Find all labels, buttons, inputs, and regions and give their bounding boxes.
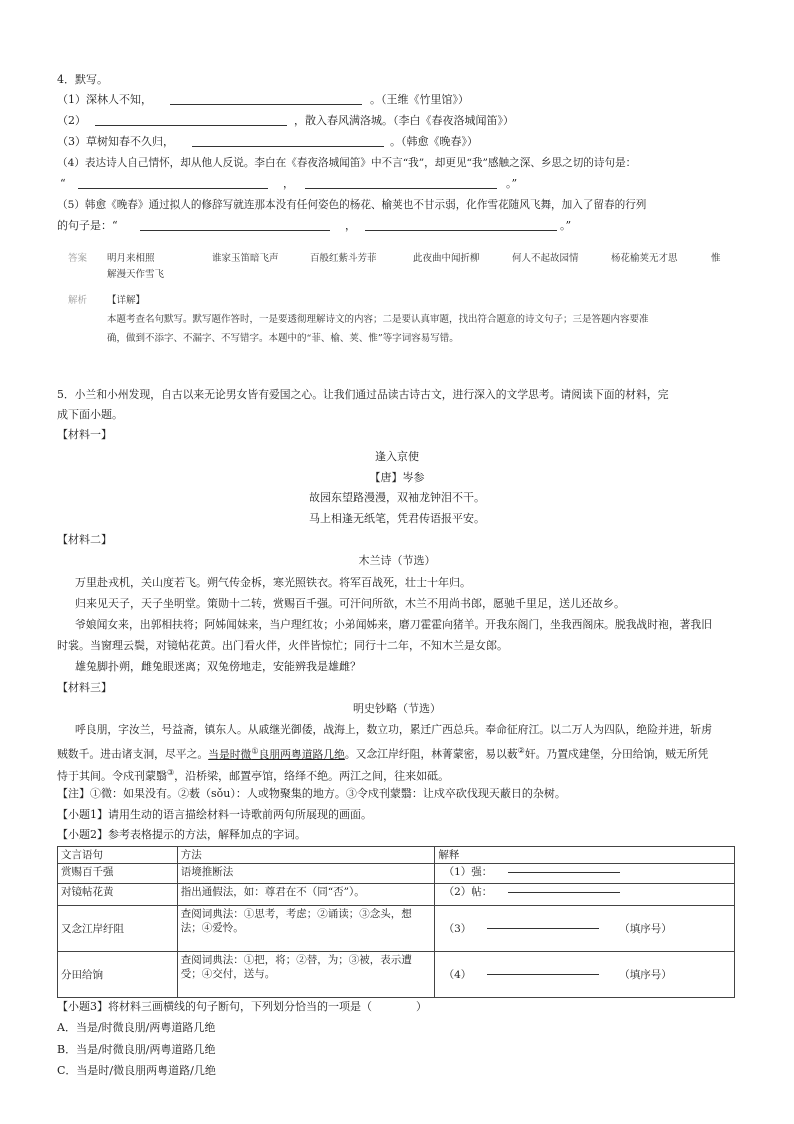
q4-item4-text: （4）表达诗人自己情怀，却从他人反说。李白在《春夜洛城闻笛》中不言“我”，却更见“我”感触之深、乡思之切的诗句是： <box>57 157 637 169</box>
analysis-line1: 本题考查名句默写。默写题作答时，一是要透彻理解诗文的内容；二是要认真审题，找出符合题意的诗文句子；三是答题内容要准 <box>107 314 649 325</box>
q4-item1-blank[interactable] <box>170 104 362 105</box>
q4-item4-blank1[interactable] <box>78 188 268 189</box>
q4-item5-prefix: 的句子是：“ <box>57 219 118 232</box>
table-header-row <box>58 847 735 864</box>
q4-item5-close: 。” <box>560 219 572 232</box>
q5-intro-line1: 5．小兰和小州发现，自古以来无论男女皆有爱国之心。让我们通过品读古诗古文，进行深入的文学思考。请阅读下面的材料，完 <box>57 388 669 401</box>
material1-title: 逢入京使 <box>375 450 419 463</box>
material1-label: 【材料一】 <box>57 428 112 441</box>
material2-p3a: 爷娘闻女来，出郭相扶将；阿姊闻妹来，当户理红妆；小弟闻姊来，磨刀霍霍向猪羊。开我东阁门，坐我西阁床。脱我战时袍，著我旧 <box>75 618 713 631</box>
q4-item3-prefix: （3）草树知春不久归， <box>57 135 174 148</box>
table-header: 方法 <box>177 847 435 864</box>
material3-label: 【材料三】 <box>57 681 112 694</box>
material2-label: 【材料二】 <box>57 533 112 546</box>
table-method: 查阅词典法：①思考，考虑；②诵读；③念头，想法；④爱怜。 <box>177 906 435 952</box>
q4-item3-blank[interactable] <box>192 146 384 147</box>
table-method: 语境推断法 <box>177 864 435 884</box>
q4-item1-suffix: 。（王维《竹里馆》） <box>370 93 469 106</box>
option-c[interactable]: C．当是时/微良朋两粤道路/几绝 <box>57 1064 216 1077</box>
q4-item5-comma: ， <box>345 219 356 232</box>
material1-author: 【唐】岑参 <box>369 471 425 484</box>
material2-p1: 万里赴戎机，关山度若飞。朔气传金柝，寒光照铁衣。将军百战死，壮士十年归。 <box>75 576 471 589</box>
q4-item2-prefix: （2） <box>57 114 86 127</box>
analysis-line2: 确，做到不添字、不漏字、不写错字。本题中的“菲、榆、荚、惟”等字词容易写错。 <box>107 333 459 344</box>
material1-line2: 马上相逢无纸笔，凭君传语报平安。 <box>309 512 485 525</box>
table-explain: （2）帖： <box>435 884 735 906</box>
underlined-sentence: 当是时微①良朋两粤道路几绝 <box>208 746 345 761</box>
option-b[interactable]: B．当是/时微良朋/两粤道路几绝 <box>57 1043 216 1056</box>
answer-blank[interactable] <box>487 974 599 975</box>
material2-title: 木兰诗（节选） <box>358 554 436 567</box>
table-phrase: 赏赐百千强 <box>58 864 178 884</box>
q4-item4-open-quote: “ <box>60 177 66 190</box>
vocab-table <box>57 846 735 998</box>
table-phrase: 对镜帖花黄 <box>58 884 178 906</box>
subquestion-2: 【小题2】参考表格提示的方法，解释加点的字词。 <box>57 828 306 841</box>
answer-1: 明月来相照 <box>107 253 155 264</box>
table-method: 查阅词典法：①把，将；②替，为；③被，表示遭受；④交付，送与。 <box>177 952 435 998</box>
material3-title: 明史钞略（节选） <box>353 702 441 715</box>
material3-p1: 呼良朋，字汝兰，号益斋，镇东人。从戚继光御倭，战海上，数立功，累迁广西总兵。奉命征府江。以二万人为四队，绝险并进，斩虏 <box>75 723 713 736</box>
answer-blank[interactable] <box>508 892 620 893</box>
table-explain: （4） （填序号） <box>435 952 735 998</box>
answer-3: 百般红紫斗芳菲 <box>310 253 377 264</box>
option-a[interactable]: A．当是/时微良朋/两粤道路几绝 <box>57 1021 216 1034</box>
material3-p3: 恃于其间。令戍刊蒙翳③，沿桥梁，邮置亭馆，络绎不绝。两江之间，往来如砥。 <box>57 768 450 783</box>
answer-line2: 解漫天作雪飞 <box>107 269 165 280</box>
table-row <box>58 884 735 906</box>
table-phrase: 又念江岸纡阻 <box>58 906 178 952</box>
subquestion-1: 【小题1】请用生动的语言描绘材料一诗歌前两句所展现的画面。 <box>57 808 372 821</box>
q4-item1-prefix: （1）深林人不知， <box>57 93 152 106</box>
answer-7: 惟 <box>711 253 721 264</box>
table-row <box>58 864 735 884</box>
material2-p3b: 时裳。当窗理云鬓，对镜帖花黄。出门看火伴，火伴皆惊忙；同行十二年，不知木兰是女郎。 <box>57 639 508 652</box>
q4-item4-close: 。” <box>506 177 518 190</box>
answer-6: 杨花榆荚无才思 <box>611 253 678 264</box>
subquestion-3: 【小题3】将材料三画横线的句子断句，下列划分恰当的一项是（ ） <box>57 1000 427 1013</box>
q5-intro-line2: 成下面小题。 <box>57 408 123 421</box>
answer-blank[interactable] <box>487 928 599 929</box>
table-method: 指出通假法，如：尊君在不（同“否”）。 <box>177 884 435 906</box>
analysis-detail: 【详解】 <box>107 295 146 306</box>
q4-item3-suffix: 。（韩愈《晚春》） <box>390 135 478 148</box>
answer-4: 此夜曲中闻折柳 <box>413 253 480 264</box>
q4-item4-comma: ， <box>283 177 294 190</box>
table-row <box>58 952 735 998</box>
answer-blank[interactable] <box>508 872 620 873</box>
material1-line1: 故园东望路漫漫，双袖龙钟泪不干。 <box>309 491 485 504</box>
material3-note: 【注】①微：如果没有。②薮（sǒu）：人或物聚集的地方。③令戍刊蒙翳：让戍卒砍伐现天蔽日的杂树。 <box>57 787 566 800</box>
q4-item5-blank2[interactable] <box>365 230 557 231</box>
material3-p2: 贼数千。进击诸支洞，尽平之。当是时微①良朋两粤道路几绝。又念江岸纡阻，林菁蒙密，易以薮②奸。乃置戍建堡，分田给饷，贼无所凭 <box>57 746 709 761</box>
answer-5: 何人不起故园情 <box>512 253 579 264</box>
analysis-label: 解析 <box>68 295 88 306</box>
q4-item4-blank2[interactable] <box>305 188 497 189</box>
q4-item2-blank[interactable] <box>95 125 287 126</box>
table-row <box>58 906 735 952</box>
answer-2: 谁家玉笛暗飞声 <box>212 253 279 264</box>
q4-item2-suffix: ，散入春风满洛城。（李白《春夜洛城闻笛》） <box>294 114 514 127</box>
q4-item5-blank1[interactable] <box>140 230 330 231</box>
table-explain: （1）强： <box>435 864 735 884</box>
table-header: 文言语句 <box>58 847 178 864</box>
table-explain: （3） （填序号） <box>435 906 735 952</box>
material2-p4: 雄兔脚扑朔，雌兔眼迷离；双兔傍地走，安能辨我是雄雌？ <box>75 660 361 673</box>
table-header: 解释 <box>435 847 735 864</box>
material2-p2: 归来见天子，天子坐明堂。策勋十二转，赏赐百千强。可汗问所欲，木兰不用尚书郎，愿驰千里足，送儿还故乡。 <box>75 597 625 610</box>
q4-item5-text: （5）韩愈《晚春》通过拟人的修辞写就连那本没有任何姿色的杨花、榆荚也不甘示弱，化作雪花随风飞舞，加入了留春的行列 <box>57 199 647 211</box>
answer-label: 答案 <box>68 253 88 264</box>
table-phrase: 分田给饷 <box>58 952 178 998</box>
q4-title: 4．默写。 <box>57 73 108 86</box>
